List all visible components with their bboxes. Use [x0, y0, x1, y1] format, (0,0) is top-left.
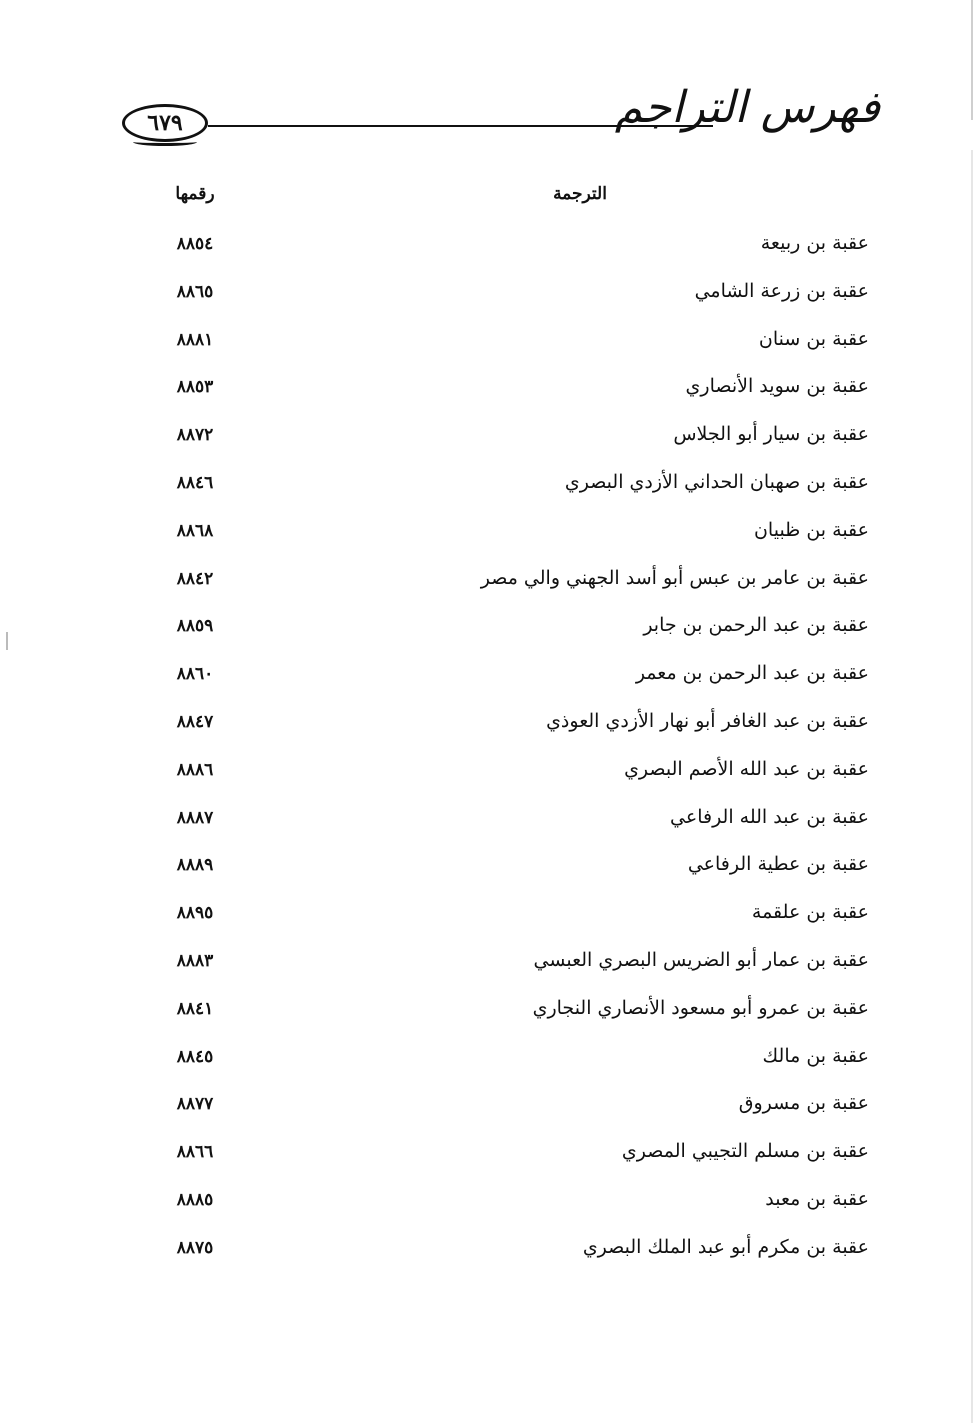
index-row: [0, 752, 977, 800]
index-row: [0, 513, 977, 561]
entry-number: ٨٨٦٨: [176, 520, 214, 541]
index-row: [0, 561, 977, 609]
column-header-number: رقمها: [175, 184, 215, 204]
page-number: ٦٧٩: [147, 110, 183, 136]
entry-number: ٨٨٤٥: [176, 1046, 214, 1067]
entry-name: عقبة بن عبد الله الرفاعي: [670, 805, 869, 828]
index-row: [0, 322, 977, 370]
entry-number: ٨٨٨١: [176, 329, 214, 350]
entry-name: عقبة بن سويد الأنصاري: [685, 375, 869, 398]
entry-number: ٨٨٥٤: [176, 234, 214, 254]
page-number-badge: [122, 104, 208, 142]
entry-name: عقبة بن صهبان الحداني الأزدي البصري: [564, 470, 869, 493]
index-row: [0, 417, 977, 465]
entry-name: عقبة بن عبد الغافر أبو نهار الأزدي العوذي: [546, 709, 869, 732]
index-row: [0, 1134, 977, 1182]
column-header-name: الترجمة: [553, 184, 607, 204]
index-row: [0, 895, 977, 943]
index-row: [0, 226, 977, 274]
entry-name: عقبة بن معبد: [765, 1187, 869, 1210]
entry-number: ٨٨٩٥: [176, 903, 214, 924]
index-list: [0, 226, 977, 1278]
entry-name: عقبة بن عبد الله الأصم البصري: [624, 757, 869, 780]
entry-name: عقبة بن عامر بن عبس أبو أسد الجهني والي مصر: [480, 566, 869, 589]
entry-number: ٨٨٦٠: [176, 664, 214, 685]
index-row: [0, 943, 977, 991]
index-row: [0, 656, 977, 704]
entry-name: عقبة بن ظبيان: [753, 518, 869, 541]
entry-number: ٨٨٤١: [176, 998, 214, 1019]
entry-name: عقبة بن عمرو أبو مسعود الأنصاري النجاري: [532, 996, 869, 1019]
page-title: فهرس التراجم: [614, 82, 880, 133]
column-headers: [0, 184, 977, 214]
entry-number: ٨٨٨٣: [176, 950, 214, 971]
index-row: [0, 800, 977, 848]
entry-number: ٨٨٦٥: [176, 281, 214, 302]
entry-number: ٨٨٤٦: [176, 472, 214, 493]
index-row: [0, 274, 977, 322]
index-row: [0, 1182, 977, 1230]
entry-name: عقبة بن ربيعة: [760, 232, 869, 254]
entry-name: عقبة بن مسلم التجيبي المصري: [621, 1140, 869, 1163]
entry-number: ٨٨٦٦: [176, 1142, 214, 1163]
entry-number: ٨٨٨٦: [176, 759, 214, 780]
entry-name: عقبة بن عبد الرحمن بن جابر: [643, 614, 869, 637]
index-row: [0, 847, 977, 895]
index-row: [0, 1230, 977, 1278]
index-row: [0, 1039, 977, 1087]
entry-number: ٨٨٧٧: [176, 1094, 214, 1115]
index-row: [0, 1086, 977, 1134]
entry-number: ٨٨٤٢: [176, 568, 214, 589]
entry-number: ٨٨٨٥: [176, 1189, 214, 1210]
entry-name: عقبة بن عمار أبو الضريس البصري العبسي: [533, 948, 869, 971]
entry-name: عقبة بن علقمة: [751, 901, 869, 924]
entry-name: عقبة بن عبد الرحمن بن معمر: [635, 662, 869, 685]
entry-number: ٨٨٥٩: [176, 616, 214, 637]
entry-number: ٨٨٥٣: [176, 377, 214, 398]
index-row: [0, 369, 977, 417]
page-header: [110, 82, 880, 172]
entry-name: عقبة بن عطية الرفاعي: [687, 853, 869, 876]
index-row: [0, 465, 977, 513]
entry-name: عقبة بن مسروق: [738, 1092, 869, 1115]
entry-name: عقبة بن زرعة الشامي: [694, 279, 869, 302]
entry-name: عقبة بن مالك: [762, 1044, 869, 1067]
index-row: [0, 704, 977, 752]
entry-number: ٨٨٨٧: [176, 807, 214, 828]
entry-name: عقبة بن سيار أبو الجلاس: [673, 423, 869, 446]
entry-number: ٨٨٧٢: [176, 425, 214, 446]
entry-number: ٨٨٧٥: [176, 1237, 214, 1258]
page-edge-upper: [971, 0, 973, 120]
entry-number: ٨٨٤٧: [176, 711, 214, 732]
entry-name: عقبة بن سنان: [758, 327, 869, 350]
entry-number: ٨٨٨٩: [176, 855, 214, 876]
index-row: [0, 991, 977, 1039]
index-row: [0, 608, 977, 656]
entry-name: عقبة بن مكرم أبو عبد الملك البصري: [582, 1235, 869, 1258]
